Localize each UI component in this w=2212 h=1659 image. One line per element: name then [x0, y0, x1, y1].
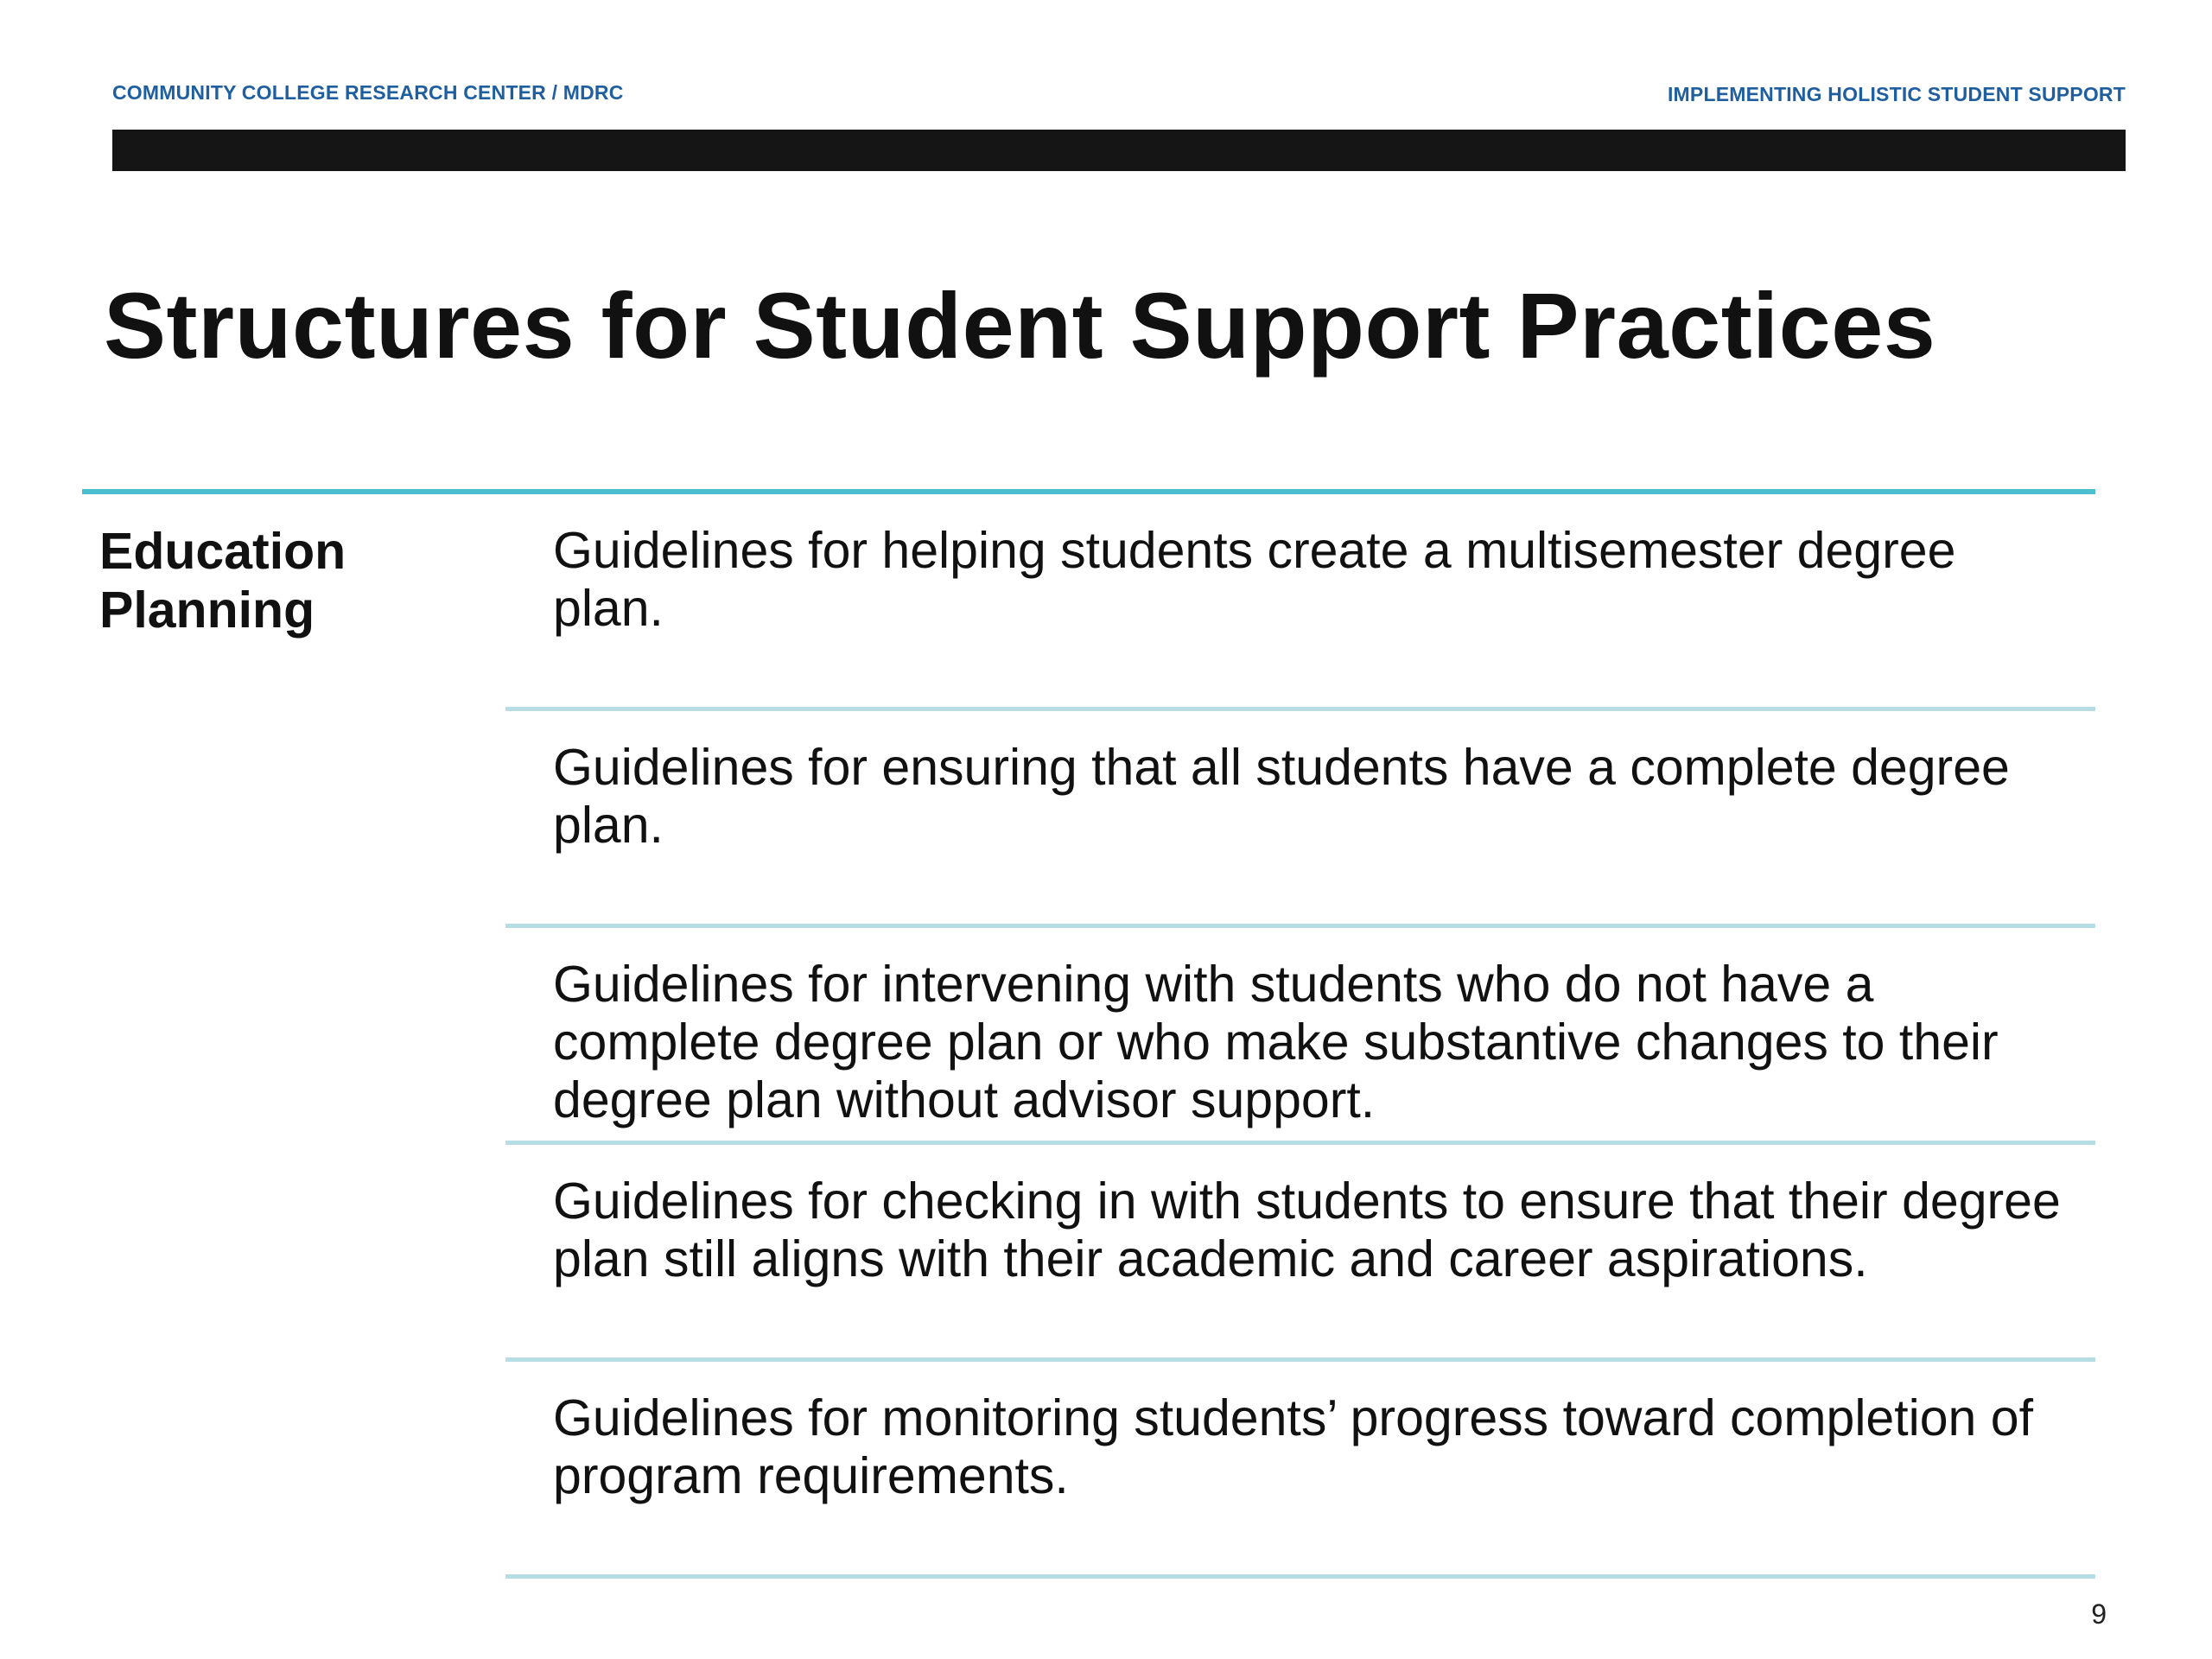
guideline-row: [505, 1362, 2095, 1579]
guideline-text: Guidelines for intervening with students who do not have a complete degree plan or who make substantive changes to their degree plan without advisor support.: [553, 956, 1999, 1128]
page-number: 9: [2091, 1599, 2107, 1630]
category-label: [99, 522, 462, 639]
guideline-row: [505, 928, 2095, 1145]
guideline-row: [505, 1145, 2095, 1362]
guideline-list: [505, 494, 2095, 1579]
running-header-right: IMPLEMENTING HOLISTIC STUDENT SUPPORT: [1667, 83, 2126, 105]
category-label-line1: Education: [99, 523, 346, 580]
running-header-left: COMMUNITY COLLEGE RESEARCH CENTER / MDRC: [112, 81, 624, 104]
guideline-text: Guidelines for checking in with students to ensure that their degree plan still aligns with their academic and career aspirations.: [553, 1173, 2061, 1287]
guideline-text: Guidelines for monitoring students’ progress toward completion of program requirements.: [553, 1389, 2033, 1504]
slide-title: Structures for Student Support Practices: [104, 273, 1936, 378]
guideline-text: Guidelines for helping students create a multisemester degree plan.: [553, 522, 1956, 637]
category-label-line2: Planning: [99, 582, 315, 639]
guideline-row: [505, 494, 2095, 711]
header-bar: [112, 130, 2126, 171]
guideline-row: [505, 711, 2095, 928]
guideline-text: Guidelines for ensuring that all students have a complete degree plan.: [553, 739, 2010, 854]
